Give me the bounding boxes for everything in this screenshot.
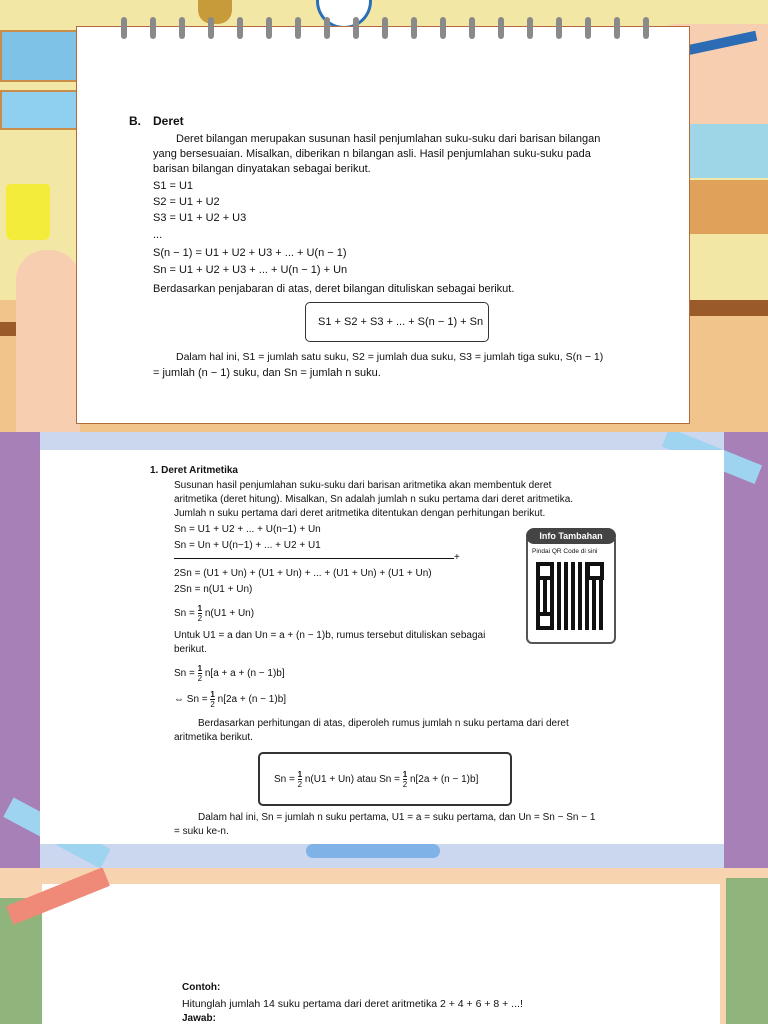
paragraph-line: Deret bilangan merupakan susunan hasil penjumlahan suku-suku dari barisan bilangan (176, 133, 601, 145)
equation-line: S2 = U1 + U2 (153, 196, 220, 208)
paragraph-line: Dalam hal ini, S1 = jumlah satu suku, S2 = jumlah dua suku, S3 = jumlah tiga suku, S(n − 1) (176, 351, 604, 363)
ring-icon (324, 17, 330, 39)
garuda-emblem-icon (198, 0, 232, 24)
indonesia-map-icon (0, 90, 80, 130)
equation-line: Sn = U1 + U2 + U3 + ... + U(n − 1) + Un (153, 264, 348, 276)
ring-icon (295, 17, 301, 39)
sum-line (174, 558, 454, 559)
example-question: Hitunglah jumlah 14 suku pertama dari deret aritmetika 2 + 4 + 6 + 8 + ...! (182, 998, 523, 1010)
ring-icon (585, 17, 591, 39)
section-number: B. (129, 114, 141, 128)
side-panel-right (726, 878, 768, 1024)
paragraph-line: berikut. (174, 644, 207, 655)
ring-icon (266, 17, 272, 39)
equation-line: ⇔ Sn = $\frac{1}{2}$ n[2a + (n − 1)b] (174, 690, 287, 709)
equation-line (174, 604, 254, 623)
equation-line: S3 = U1 + U2 + U3 (153, 212, 247, 224)
equation-line: S(n − 1) = U1 + U2 + U3 + ... + U(n − 1) (153, 247, 347, 259)
equation-line: Sn = U1 + U2 + ... + U(n−1) + Un (174, 524, 321, 535)
formula-text: S1 + S2 + S3 + ... + S(n − 1) + Sn (318, 316, 484, 328)
ring-icon (556, 17, 562, 39)
ellipsis: ... (153, 229, 163, 241)
section-title: Deret (153, 114, 184, 128)
ring-icon (498, 17, 504, 39)
ring-icon (121, 17, 127, 39)
qr-code-icon[interactable] (536, 562, 604, 630)
info-subtitle: Pindai QR Code di sini (532, 548, 598, 555)
slide-deret (0, 0, 768, 432)
half-fraction: $\frac{1}{2}$ (402, 770, 408, 789)
answer-label: Jawab: (182, 1013, 216, 1024)
plus-sign: + (454, 552, 460, 563)
desk-icon (688, 300, 768, 316)
paragraph-line: Berdasarkan penjabaran di atas, deret bilangan dituliskan sebagai berikut. (153, 283, 515, 295)
paragraph-line: = suku ke-n. (174, 826, 229, 837)
trash-bin-icon (6, 184, 50, 240)
equation-line: 2Sn = n(U1 + Un) (174, 584, 253, 595)
paragraph-line: Berdasarkan perhitungan di atas, diperoleh rumus jumlah n suku pertama dari deret (198, 718, 569, 729)
ring-icon (150, 17, 156, 39)
paragraph-line: Susunan hasil penjumlahan suku-suku dari barisan aritmetika akan membentuk deret (174, 480, 552, 491)
ring-icon (411, 17, 417, 39)
ring-icon (469, 17, 475, 39)
paragraph-line: = jumlah (n − 1) suku, dan Sn = jumlah n suku. (153, 367, 381, 379)
equation-line: 2Sn = (U1 + Un) + (U1 + Un) + ... + (U1 + Un) + (U1 + Un) (174, 568, 432, 579)
paragraph-line: yang bersesuaian. Misalkan, diberikan n bilangan asli. Hasil penjumlahan suku-suku pada (153, 148, 591, 160)
paragraph-line: barisan bilangan dinyatakan sebagai berikut. (153, 163, 371, 175)
subsection-title: 1. Deret Aritmetika (150, 465, 238, 476)
ring-icon (614, 17, 620, 39)
ring-icon (382, 17, 388, 39)
paragraph-line: Jumlah n suku pertama dari deret aritmetika ditentukan dengan perhitungan berikut. (174, 508, 546, 519)
paragraph-line: Dalam hal ini, Sn = jumlah n suku pertama, U1 = a = suku pertama, dan Un = Sn − Sn − 1 (198, 812, 596, 823)
example-label: Contoh: (182, 982, 221, 993)
cabinet-icon (688, 180, 768, 234)
half-fraction: $\frac{1}{2}$ (197, 604, 203, 623)
paragraph-line: aritmetika (deret hitung). Misalkan, Sn adalah jumlah n suku pertama dari deret aritmetika. (174, 494, 574, 505)
slide-deret-aritmetika (0, 432, 768, 868)
ring-icon (179, 17, 185, 39)
formula-box (305, 302, 489, 342)
ring-icon (527, 17, 533, 39)
ring-icon (237, 17, 243, 39)
window-icon (688, 120, 768, 178)
info-title: Info Tambahan (526, 528, 616, 544)
equation-line: Sn = Un + U(n−1) + ... + U2 + U1 (174, 540, 321, 551)
ring-icon (353, 17, 359, 39)
world-map-icon (0, 30, 80, 82)
formula-text: Sn = $\frac{1}{2}$ n(U1 + Un) atau Sn = $\frac{1}{2}$ n[2a + (n − 1)b] (274, 770, 479, 789)
ring-icon (208, 17, 214, 39)
ring-icon (643, 17, 649, 39)
paragraph-line: Untuk U1 = a dan Un = a + (n − 1)b, rumus tersebut dituliskan sebagai (174, 630, 486, 641)
half-fraction: $\frac{1}{2}$ (197, 664, 203, 683)
slide-contoh (0, 868, 768, 1024)
eq-right: n(U1 + Un) (204, 608, 255, 620)
ring-icon (440, 17, 446, 39)
info-box (526, 531, 616, 644)
paragraph-line: aritmetika berikut. (174, 732, 253, 743)
notebook-page (76, 26, 690, 424)
dots-divider (306, 844, 440, 858)
half-fraction: $\frac{1}{2}$ (297, 770, 303, 789)
left-hand-icon (16, 250, 80, 432)
eq-left: Sn = (174, 608, 195, 620)
equation-line: S1 = U1 (153, 180, 194, 192)
formula-box (258, 752, 512, 806)
side-panel-right (724, 432, 768, 868)
half-fraction: $\frac{1}{2}$ (210, 690, 215, 709)
equation-line: Sn = $\frac{1}{2}$ n[a + a + (n − 1)b] (174, 664, 285, 683)
